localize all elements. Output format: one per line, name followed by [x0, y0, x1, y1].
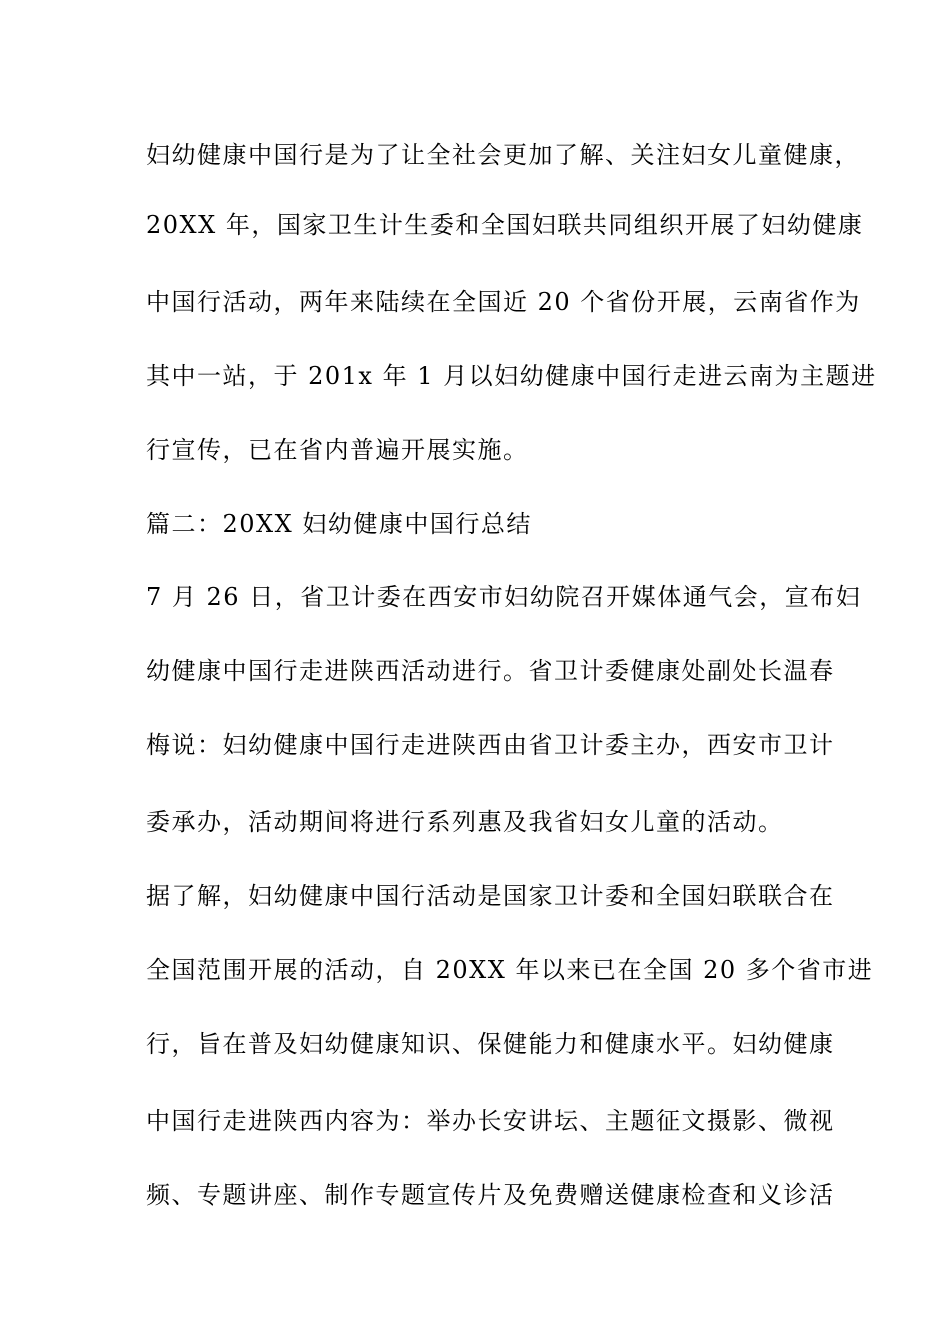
text-line: 7 月 26 日，省卫计委在西安市妇幼院召开媒体通气会，宣布妇 [146, 583, 862, 611]
text-line: 其中一站，于 201x 年 1 月以妇幼健康中国行走进云南为主题进 [146, 362, 877, 390]
text-line: 梅说：妇幼健康中国行走进陕西由省卫计委主办，西安市卫计 [146, 731, 835, 759]
text-line: 20XX 年，国家卫生计生委和全国妇联共同组织开展了妇幼健康 [146, 211, 864, 239]
section-heading: 篇二：20XX 妇幼健康中国行总结 [146, 510, 532, 538]
text-line: 全国范围开展的活动，自 20XX 年以来已在全国 20 多个省市进 [146, 956, 874, 984]
text-line: 妇幼健康中国行是为了让全社会更加了解、关注妇女儿童健康， [146, 141, 860, 169]
text-line: 据了解，妇幼健康中国行活动是国家卫计委和全国妇联联合在 [146, 882, 835, 910]
text-line: 频、专题讲座、制作专题宣传片及免费赠送健康检查和义诊活 [146, 1181, 835, 1209]
text-line: 中国行走进陕西内容为：举办长安讲坛、主题征文摄影、微视 [146, 1107, 835, 1135]
text-line: 行，旨在普及妇幼健康知识、保健能力和健康水平。妇幼健康 [146, 1030, 835, 1058]
text-line: 中国行活动，两年来陆续在全国近 20 个省份开展，云南省作为 [146, 288, 861, 316]
text-line: 行宣传，已在省内普遍开展实施。 [146, 436, 529, 464]
text-line: 委承办，活动期间将进行系列惠及我省妇女儿童的活动。 [146, 808, 784, 836]
text-line: 幼健康中国行走进陕西活动进行。省卫计委健康处副处长温春 [146, 657, 835, 685]
